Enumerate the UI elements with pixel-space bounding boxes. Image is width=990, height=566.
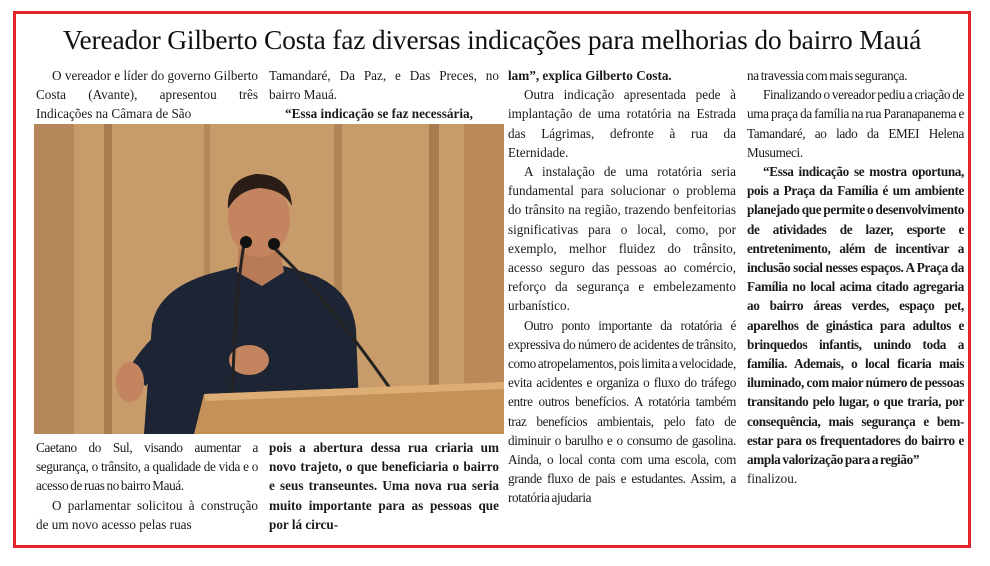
column-3 — [508, 66, 736, 508]
column-2-bottom — [269, 438, 499, 534]
paragraph: na travessia com mais segurança. — [747, 68, 908, 83]
paragraph: Finalizando o vereador pediu a criação de uma praça da família na rua Paranapanema e Tamandaré, ao lado da EMEI Helena Musumeci. — [747, 87, 964, 160]
paragraph — [508, 66, 736, 85]
paragraph: A instalação de uma rotatória seria fundamental para solucionar o problema do trânsito na região, trazendo benfeitorias significativas para o local, como, por exemplo, melhor fluidez do trânsito, acesso seguro das pessoas ao comércio, reforço da segurança e embelezamento urbanístico. — [508, 164, 736, 314]
column-4 — [747, 66, 964, 488]
paragraph: Outra indicação apresentada pede à implantação de uma rotatória na Estrada das Lágrimas, defronte à rua da Eternidade. — [508, 87, 736, 160]
paragraph: Outro ponto importante da rotatória é expressiva do número de acidentes de trânsito, como atropelamentos, pois limita a velocidade, evita acidentes e organiza o fluxo do tráfego entre outros benefícios. A rotatória também traz benefícios ambientais, pelo fato de diminuir o barulho e o consumo de gasolina. Ainda, o local conta com uma escola, com grande fluxo de pais e estudantes. Assim, a rotatória ajudaria — [508, 317, 736, 506]
paragraph: O parlamentar solicitou à construção de um novo acesso pelas ruas — [36, 497, 258, 532]
quote-paragraph: “Essa indicação se faz necessária, — [285, 106, 473, 122]
quote-paragraph: pois a abertura dessa rua criaria um novo trajeto, o que beneficiaria o bairro e seus transeuntes. Uma nova rua seria muito importante para as pessoas que por lá circu- — [269, 440, 499, 532]
paragraph: finalizou. — [747, 471, 798, 487]
quote-paragraph: “Essa indicação se mostra oportuna, pois a Praça da Família é um ambiente planejado que permite o desenvolvimento de atividades de lazer, esporte e entretenimento, além de incentivar a inclusão social nesses espaços. A Praça da Família no local acima citado agregaria ao bairro áreas verdes, espaço pet, aparelhos de ginástica para adultos e brinquedos infantis, unindo toda a família. Ademais, o local ficaria mais iluminado, com maior número de pessoas transitando pelo lugar, o que traria, por consequência, mais segurança e bem-estar para os frequentadores do bairro e ampla valorização para a região” — [747, 164, 964, 468]
paragraph: Tamandaré, Da Paz, e Das Preces, no bairro Mauá. — [269, 68, 499, 103]
quote-end: lam”, explica Gilberto Costa. — [508, 68, 672, 83]
paragraph: O vereador e líder do governo Gilberto Costa (Avante), apresentou três Indicações na Câmara de São — [36, 68, 258, 122]
speaker-at-podium-image — [34, 124, 504, 434]
headline: Vereador Gilberto Costa faz diversas indicações para melhorias do bairro Mauá — [62, 24, 922, 55]
column-2-top — [269, 66, 499, 124]
column-1-top — [36, 66, 258, 124]
article-frame — [13, 11, 971, 548]
column-1-bottom — [36, 438, 258, 534]
paragraph: Caetano do Sul, visando aumentar a segurança, o trânsito, a qualidade de vida e o acesso de ruas no bairro Mauá. — [36, 440, 258, 494]
councilman-photo — [34, 124, 504, 434]
